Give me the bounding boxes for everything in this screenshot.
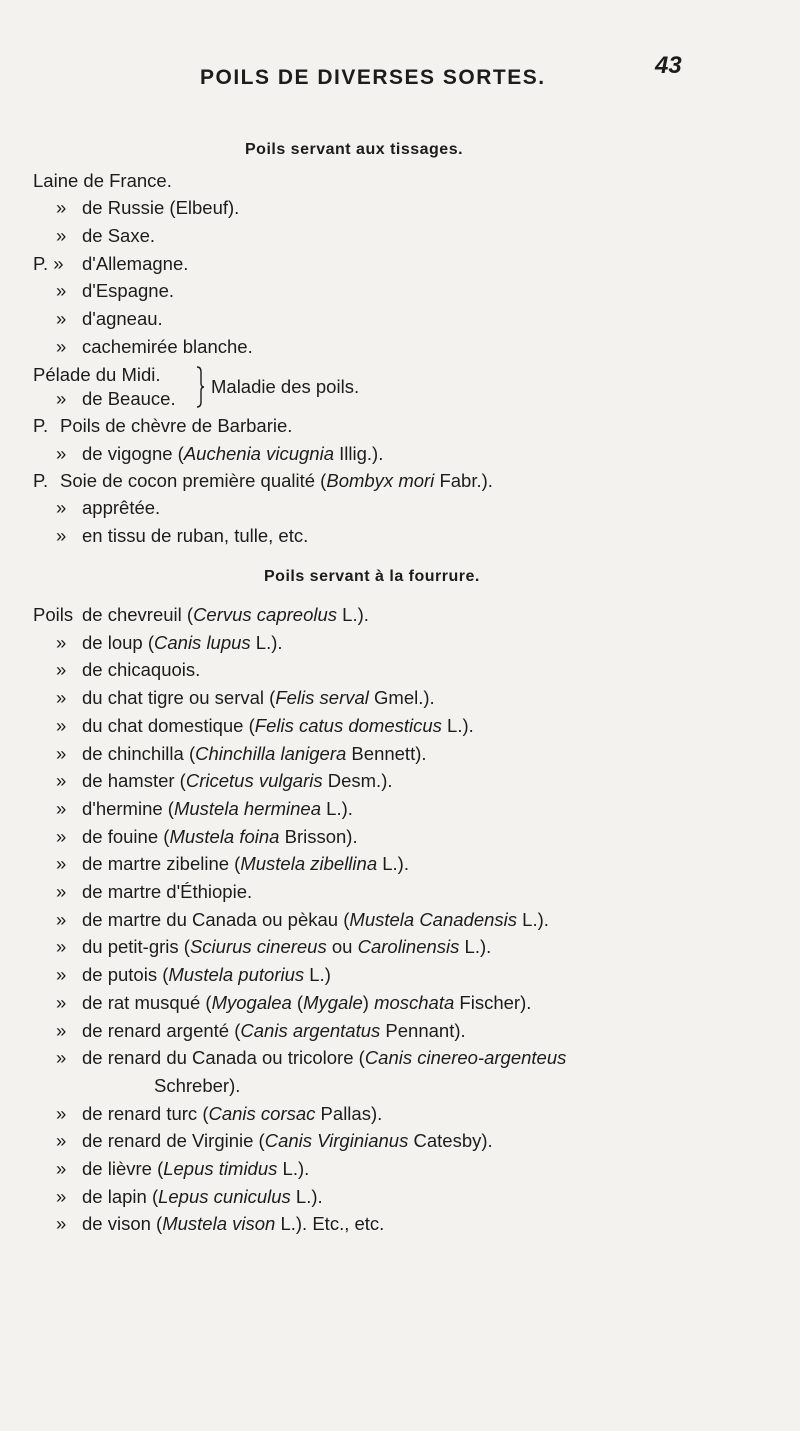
list-item: » de renard argenté (Canis argentatus Pennant). bbox=[56, 1019, 466, 1041]
section-title-fourrure: Poils servant à la fourrure. bbox=[264, 568, 480, 585]
list-item: Schreber). bbox=[154, 1074, 241, 1096]
list-item: » de vison (Mustela vison L.). Etc., etc. bbox=[56, 1213, 385, 1235]
page-number: 43 bbox=[655, 52, 682, 79]
list-item: » de fouine (Mustela foina Brisson). bbox=[56, 825, 358, 847]
list-item: » du chat tigre ou serval (Felis serval Gmel.). bbox=[56, 687, 435, 709]
list-item: » de putois (Mustela putorius L.) bbox=[56, 964, 331, 986]
list-item: Poils de chevreuil (Cervus capreolus L.). bbox=[33, 604, 369, 625]
list-item: » de renard du Canada ou tricolore (Canis cinereo-argenteus bbox=[56, 1047, 567, 1069]
list-item: » de rat musqué (Myogalea (Mygale) moschata Fischer). bbox=[56, 991, 532, 1013]
list-item: » de hamster (Cricetus vulgaris Desm.). bbox=[56, 770, 393, 792]
list-item: » de chinchilla (Chinchilla lanigera Bennett). bbox=[56, 742, 427, 764]
list-item: » de martre du Canada ou pèkau (Mustela Canadensis L.). bbox=[56, 908, 549, 930]
list-item: » en tissu de ruban, tulle, etc. bbox=[56, 525, 309, 546]
list-item: » de vigogne (Auchenia vicugnia Illig.). bbox=[56, 443, 384, 464]
list-item: » de loup (Canis lupus L.). bbox=[56, 631, 283, 653]
list-item: » de Russie (Elbeuf). bbox=[56, 197, 240, 218]
list-item: » d'hermine (Mustela herminea L.). bbox=[56, 797, 353, 819]
list-item: » de renard turc (Canis corsac Pallas). bbox=[56, 1102, 383, 1124]
list-item: » de lièvre (Lepus timidus L.). bbox=[56, 1158, 310, 1179]
list-item: » du petit-gris (Sciurus cinereus ou Carolinensis L.). bbox=[56, 936, 492, 958]
brace-icon bbox=[195, 366, 205, 408]
list-item: » d'agneau. bbox=[56, 308, 163, 329]
list-item-pelade-beauce: » de Beauce. bbox=[56, 388, 176, 409]
list-item: P. Poils de chèvre de Barbarie. bbox=[33, 415, 293, 436]
list-item: » du chat domestique (Felis catus domesticus L.). bbox=[56, 714, 474, 736]
list-item: » de renard de Virginie (Canis Virginianus Catesby). bbox=[56, 1130, 493, 1152]
list-item: P. » d'Allemagne. bbox=[33, 253, 189, 274]
list-item: P. Soie de cocon première qualité (Bombyx mori Fabr.). bbox=[33, 470, 493, 491]
list-item: » de martre d'Éthiopie. bbox=[56, 881, 253, 902]
brace-label: Maladie des poils. bbox=[211, 376, 360, 397]
list-item: » cachemirée blanche. bbox=[56, 336, 253, 357]
list-item: » de martre zibeline (Mustela zibellina L.). bbox=[56, 853, 409, 875]
section-title-tissages: Poils servant aux tissages. bbox=[245, 141, 464, 158]
list-item: » apprêtée. bbox=[56, 497, 161, 518]
list-item-pelade-midi: Pélade du Midi. bbox=[33, 364, 161, 385]
list-item: » de chicaquois. bbox=[56, 659, 201, 681]
list-item: Laine de France. bbox=[33, 170, 172, 191]
list-item: » d'Espagne. bbox=[56, 280, 174, 301]
list-item: » de Saxe. bbox=[56, 225, 156, 246]
list-item: » de lapin (Lepus cuniculus L.). bbox=[56, 1185, 323, 1207]
running-title: POILS DE DIVERSES SORTES. bbox=[200, 66, 546, 89]
